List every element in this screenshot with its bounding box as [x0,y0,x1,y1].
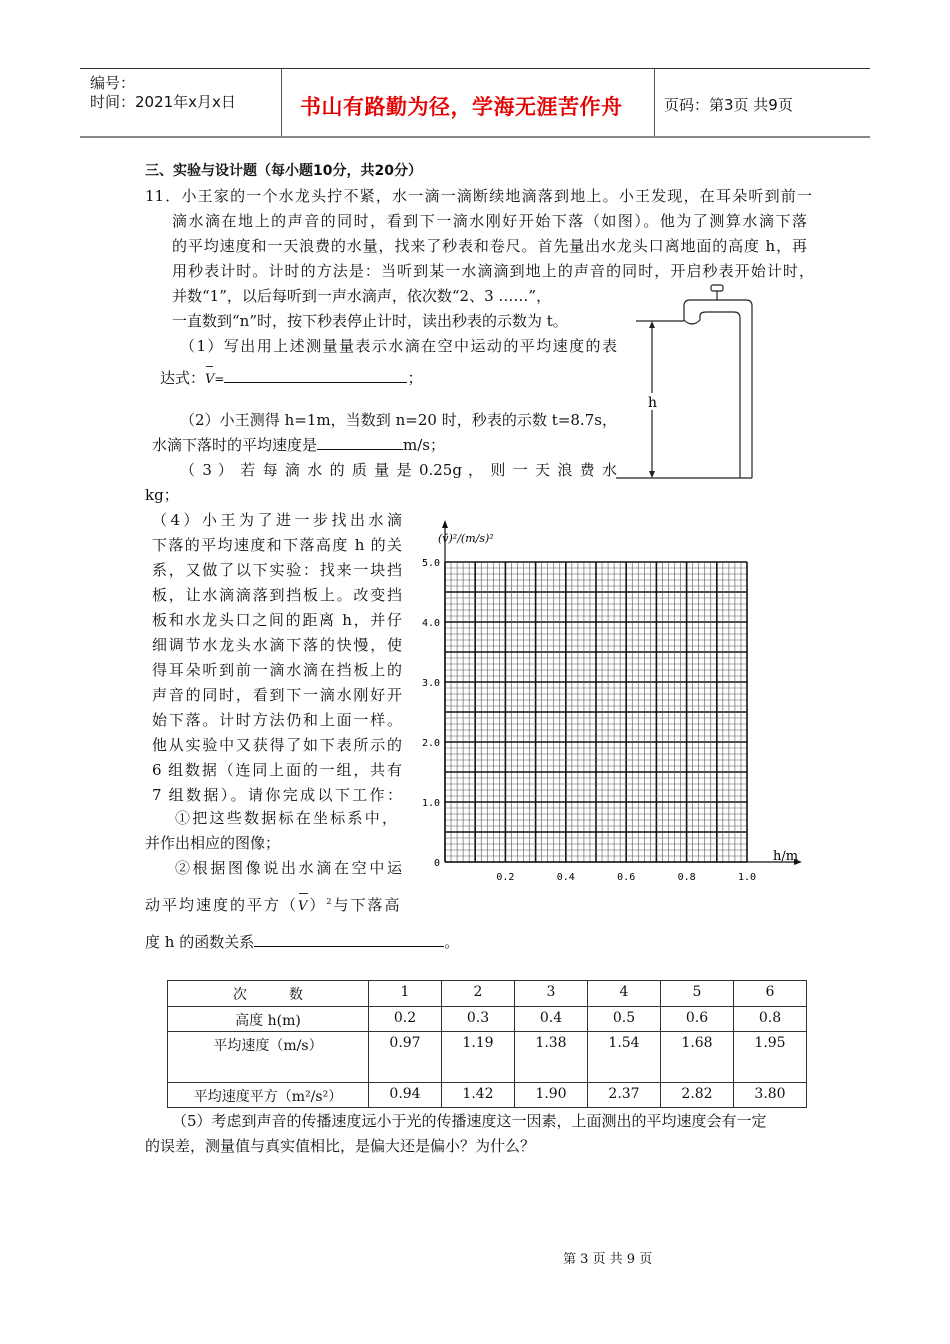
task2-line [145,892,402,917]
part4-line: （4）小王为了进一步找出水滴 [152,511,402,529]
semicolon: ； [407,369,423,387]
table-cell: 0.97 [369,1032,442,1083]
chart-axes [442,520,802,865]
water-drop-icon [684,320,700,324]
task2-answer-line [145,932,459,952]
table-cell: 0.3 [442,1007,515,1032]
data-table [167,980,807,1108]
page-header [80,68,870,138]
part3-text: （ 3 ） 若 每 滴 水 的 质 量 是 0.25g ， 则 一 天 浪 费 水 [180,461,617,479]
v-bar-symbol: V [205,370,214,390]
part1-prefix: 达式： [160,369,206,387]
part4-line: 6 组数据（连同上面的一组，共有 [152,761,402,779]
task2-text: 度 h 的函数关系 [145,933,255,951]
table-cell: 1.42 [442,1083,515,1108]
table-cell: 1.90 [515,1083,588,1108]
part4-line: 细调节水龙头水滴下落的快慢，使 [152,636,402,654]
part5-line: （5）考虑到声音的传播速度远小于光的传播速度这一因素，上面测出的平均速度会有一定 [172,1112,767,1130]
table-header-cell: 5 [661,981,734,1007]
table-header-cell: 1 [369,981,442,1007]
table-cell: 1.38 [515,1032,588,1083]
part3-unit: kg； [145,486,179,504]
faucet-figure [610,280,760,485]
y-tick-label: 1.0 [421,798,440,809]
table-cell: 高度 h(m) [168,1007,369,1032]
part4-line: 始下落。计时方法仍和上面一样。 [152,711,402,729]
table-header-cell: 2 [442,981,515,1007]
question-line: 并数“1”，以后每听到一声水滴声，依次数“2、3 ……”， [172,287,552,305]
faucet-valve-icon [711,285,723,291]
table-row [168,1007,807,1032]
part5-line: 的误差，测量值与真实值相比，是偏大还是偏小？为什么？ [145,1137,536,1155]
table-cell: 0.8 [734,1007,807,1032]
part2-answer-line [152,435,445,455]
x-tick-label: 0.8 [677,872,696,883]
x-tick-label: 0.4 [556,872,575,883]
task2-text: 动平均速度的平方（ [145,896,299,914]
table-header-cell: 6 [734,981,807,1007]
table-row [168,1083,807,1108]
task1-line: 并作出相应的图像； [145,834,281,852]
answer-blank-3[interactable] [254,932,444,947]
part4-line: 得耳朵听到前一滴水滴在挡板上的 [152,661,402,679]
y-axis-arrow-icon [442,520,448,528]
part4-line: 声音的同时，看到下一滴水刚好开 [152,686,402,704]
part1-answer-line [160,368,422,390]
pipe-inner [700,312,740,478]
question-line: 用秒表计时。计时的方法是：当听到某一水滴滴到地上的声音的同时，开启秒表开始计时， [172,262,814,280]
part4-line: 下落的平均速度和下落高度 h 的关 [152,536,402,554]
answer-blank-1[interactable] [224,368,407,383]
table-header-cell: 4 [588,981,661,1007]
part2-prefix: 水滴下落时的平均速度是 [152,436,318,454]
equals-sign: = [214,372,225,386]
table-cell: 0.5 [588,1007,661,1032]
part1-text: （1）写出用上述测量量表示水滴在空中运动的平均速度的表 [180,337,617,355]
header-divider [654,69,655,136]
task2-text: 与下落高 [333,896,402,914]
x-tick-label: 1.0 [737,872,757,883]
task1-line: ①把这些数据标在坐标系中， [175,809,397,827]
date-label: 时间：2021年x月x日 [90,93,236,111]
part4-line: 板，让水滴滴落到挡板上。改变挡 [152,586,402,604]
y-tick-label: 2.0 [421,738,440,749]
part4-line: 系，又做了以下实验：找来一块挡 [152,561,402,579]
period: 。 [444,933,460,951]
page-info: 页码：第3页 共9页 [664,96,793,114]
v-bar-symbol: V [298,897,309,917]
chart-grid [445,562,747,862]
table-cell: 平均速度平方（m²/s²） [168,1083,369,1108]
height-label: h [648,395,658,411]
table-cell: 1.68 [661,1032,734,1083]
table-cell: 1.19 [442,1032,515,1083]
table-cell: 0.6 [661,1007,734,1032]
table-cell: 平均速度（m/s） [168,1032,369,1083]
motto: 书山有路勤为径，学海无涯苦作舟 [300,95,623,119]
y-tick-label: 5.0 [421,558,440,569]
table-cell: 1.95 [734,1032,807,1083]
superscript: 2 [326,897,334,906]
table-cell: 0.2 [369,1007,442,1032]
table-cell: 2.37 [588,1083,661,1108]
table-cell: 1.54 [588,1032,661,1083]
table-cell: 3.80 [734,1083,807,1108]
table-cell: 0.4 [515,1007,588,1032]
y-axis-label: (v̄)²/(m/s)² [438,532,494,545]
x-tick-label: 0.2 [496,872,515,883]
header-divider [281,69,282,136]
task2-line: ②根据图像说出水滴在空中运 [175,859,402,877]
graph-paper-chart[interactable] [410,515,810,885]
serial-label: 编号： [90,74,136,92]
question-line: 11．小王家的一个水龙头拧不紧，水一滴一滴断续地滴落到地上。小王发现，在耳朵听到前一 [145,187,812,205]
x-tick-label: 0.6 [617,872,636,883]
y-tick-label: 0 [433,858,440,869]
table-header-row [168,981,807,1007]
table-cell: 0.94 [369,1083,442,1108]
y-tick-label: 3.0 [421,678,440,689]
x-axis-label: h/m [773,849,799,864]
part2-unit: m/s； [403,436,445,454]
task2-text: ） [309,896,327,914]
table-cell: 2.82 [661,1083,734,1108]
table-header-cell: 次 数 [168,981,369,1007]
pipe-outer [684,300,752,478]
table-header-cell: 3 [515,981,588,1007]
section-title: 三、实验与设计题（每小题10分，共20分） [145,163,422,179]
question-line: 的平均速度和一天浪费的水量，找来了秒表和卷尺。首先量出水龙头口离地面的高度 h，再 [172,237,807,255]
part2-text: （2）小王测得 h=1m，当数到 n=20 时，秒表的示数 t=8.7s， [180,411,617,429]
question-line: 一直数到“n”时，按下秒表停止计时，读出秒表的示数为 t。 [172,312,568,330]
table-row [168,1032,807,1083]
part4-line: 7 组数据）。请你完成以下工作： [152,786,402,804]
part4-line: 板和水龙头口之间的距离 h，并仔 [152,611,402,629]
y-tick-label: 4.0 [421,618,440,629]
question-line: 滴水滴在地上的声音的同时，看到下一滴水刚好开始下落（如图）。他为了测算水滴下落 [172,212,807,230]
page-footer: 第 3 页 共 9 页 [563,1252,653,1267]
answer-blank-2[interactable] [317,435,403,450]
part4-line: 他从实验中又获得了如下表所示的 [152,736,402,754]
